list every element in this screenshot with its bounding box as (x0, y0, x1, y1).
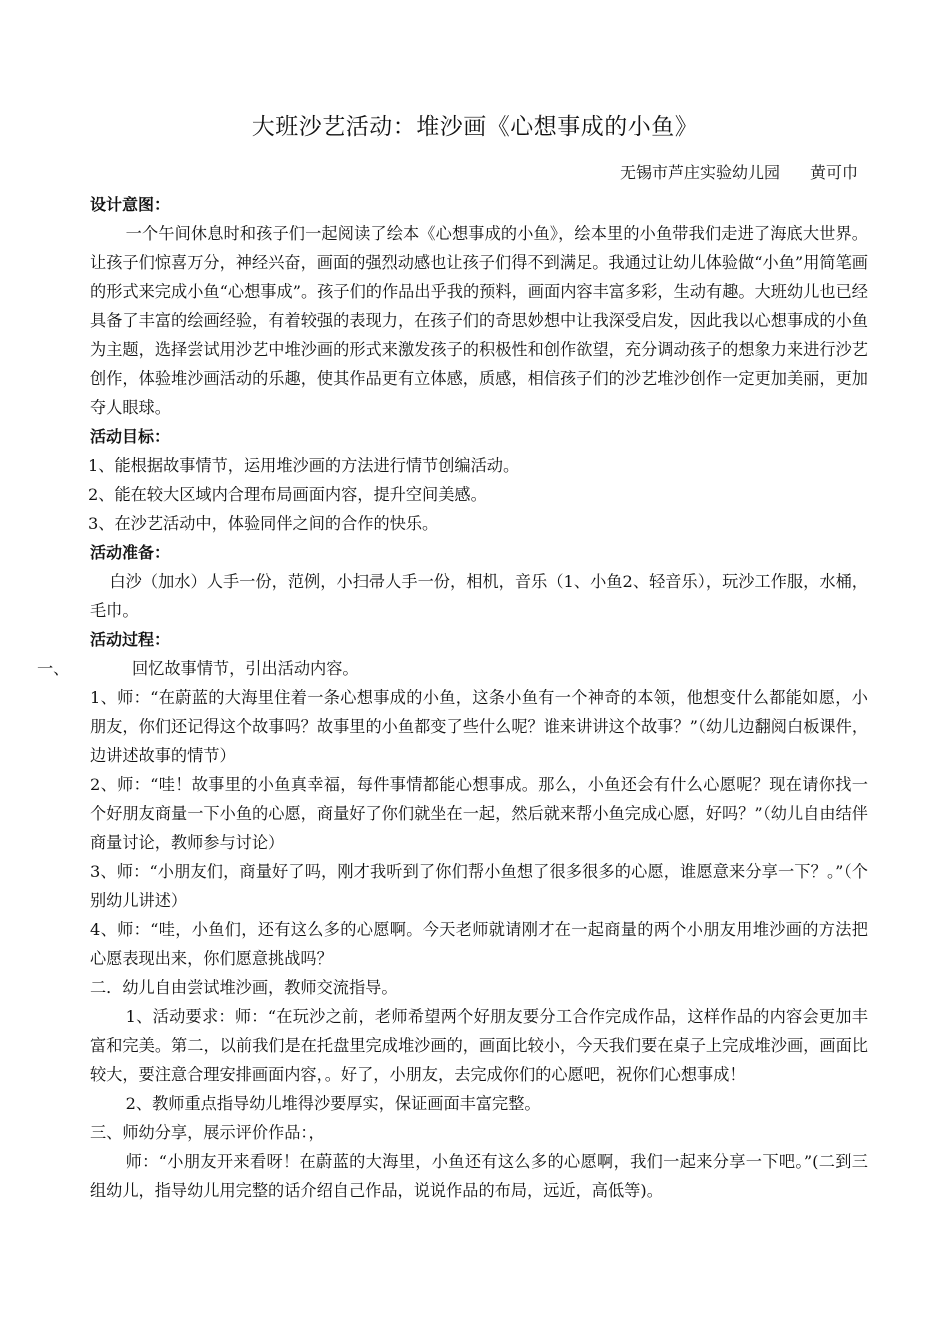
goal-item: 1、能根据故事情节，运用堆沙画的方法进行情节创编活动。 (88, 456, 520, 475)
prep-heading: 活动准备： (90, 543, 171, 562)
goal-item: 3、在沙艺活动中，体验同伴之间的合作的快乐。 (88, 514, 439, 533)
author-org: 无锡市芦庄实验幼儿园 (619, 163, 780, 182)
goals-heading: 活动目标： (90, 427, 171, 446)
section-two-title: 二．幼儿自由尝试堆沙画，教师交流指导。 (90, 978, 398, 997)
design-paragraph: 一个午间休息时和孩子们一起阅读了绘本《心想事成的小鱼》，绘本里的小鱼带我们走进了海底大世界。让孩子们惊喜万分，神经兴奋，画面的强烈动感也让孩子们得不到满足。我通过让幼儿体验做“小鱼”用简笔画的形式来完成小鱼“心想事成”。孩子们的作品出乎我的预料，画面内容丰富多彩，生动有趣。大班幼儿也已经具备了丰富的绘画经验，有着较强的表现力，在孩子们的奇思妙想中让我深受启发，因此我以心想事成的小鱼为主题，选择尝试用沙艺中堆沙画的形式来激发孩子的积极性和创作欲望，充分调动孩子的想象力来进行沙艺创作，体验堆沙画活动的乐趣，使其作品更有立体感，质感，相信孩子们的沙艺堆沙创作一定更加美丽，更加夺人眼球。 (90, 224, 868, 417)
goal-item: 2、能在较大区域内合理布局画面内容，提升空间美感。 (88, 485, 487, 504)
process-item: 1、师：“在蔚蓝的大海里住着一条心想事成的小鱼，这条小鱼有一个神奇的本领，他想变什么都能如愿，小朋友，你们还记得这个故事吗？故事里的小鱼都变了些什么呢？谁来讲讲这个故事？”（幼儿边翻阅白板课件，边讲述故事的情节） (90, 688, 868, 765)
process-item: 2、教师重点指导幼儿堆得沙要厚实，保证画面丰富完整。 (125, 1094, 541, 1113)
process-item: 4、师：“哇，小鱼们，还有这么多的心愿啊。今天老师就请刚才在一起商量的两个小朋友用堆沙画的方法把心愿表现出来，你们愿意挑战吗？ (90, 920, 868, 968)
document-body (37, 190, 868, 1205)
process-item: 2、师：“哇！故事里的小鱼真幸福，每件事情都能心想事成。那么，小鱼还会有什么心愿呢？现在请你找一个好朋友商量一下小鱼的心愿，商量好了你们就坐在一起，然后就来帮小鱼完成心愿，好吗？”（幼儿自由结伴商量讨论，教师参与讨论） (90, 775, 868, 852)
design-heading: 设计意图： (90, 195, 171, 214)
process-item: 1、活动要求：师：“在玩沙之前，老师希望两个好朋友要分工合作完成作品，这样作品的内容会更加丰富和完美。第二，以前我们是在托盘里完成堆沙画的，画面比较小，今天我们要在桌子上完成堆沙画，画面比较大，要注意合理安排画面内容，。好了，小朋友，去完成你们的心愿吧，祝你们心想事成！ (90, 1007, 868, 1084)
author-line (620, 160, 858, 183)
process-heading: 活动过程： (90, 630, 171, 649)
section-three-paragraph: 师：“小朋友开来看呀！在蔚蓝的大海里，小鱼还有这么多的心愿啊，我们一起来分享一下吧。”(二到三组幼儿，指导幼儿用完整的话介绍自己作品，说说作品的布局，远近，高低等)。 (90, 1152, 868, 1200)
prep-paragraph: 白沙（加水）人手一份，范例，小扫帚人手一份，相机，音乐（1、小鱼2、轻音乐），玩沙工作服，水桶，毛巾。 (90, 572, 868, 620)
section-three-title: 三、师幼分享，展示评价作品：， (90, 1123, 325, 1142)
section-one-text: 回忆故事情节，引出活动内容。 (132, 659, 359, 678)
section-one-number: 一、 (37, 659, 70, 678)
document-title: 大班沙艺活动：堆沙画《心想事成的小鱼》 (251, 114, 699, 140)
process-item: 3、师：“小朋友们，商量好了吗，刚才我听到了你们帮小鱼想了很多很多的心愿，谁愿意来分享一下？。”（个别幼儿讲述） (90, 862, 868, 910)
author-name: 黄可巾 (809, 163, 858, 182)
section-one-title (37, 654, 868, 683)
